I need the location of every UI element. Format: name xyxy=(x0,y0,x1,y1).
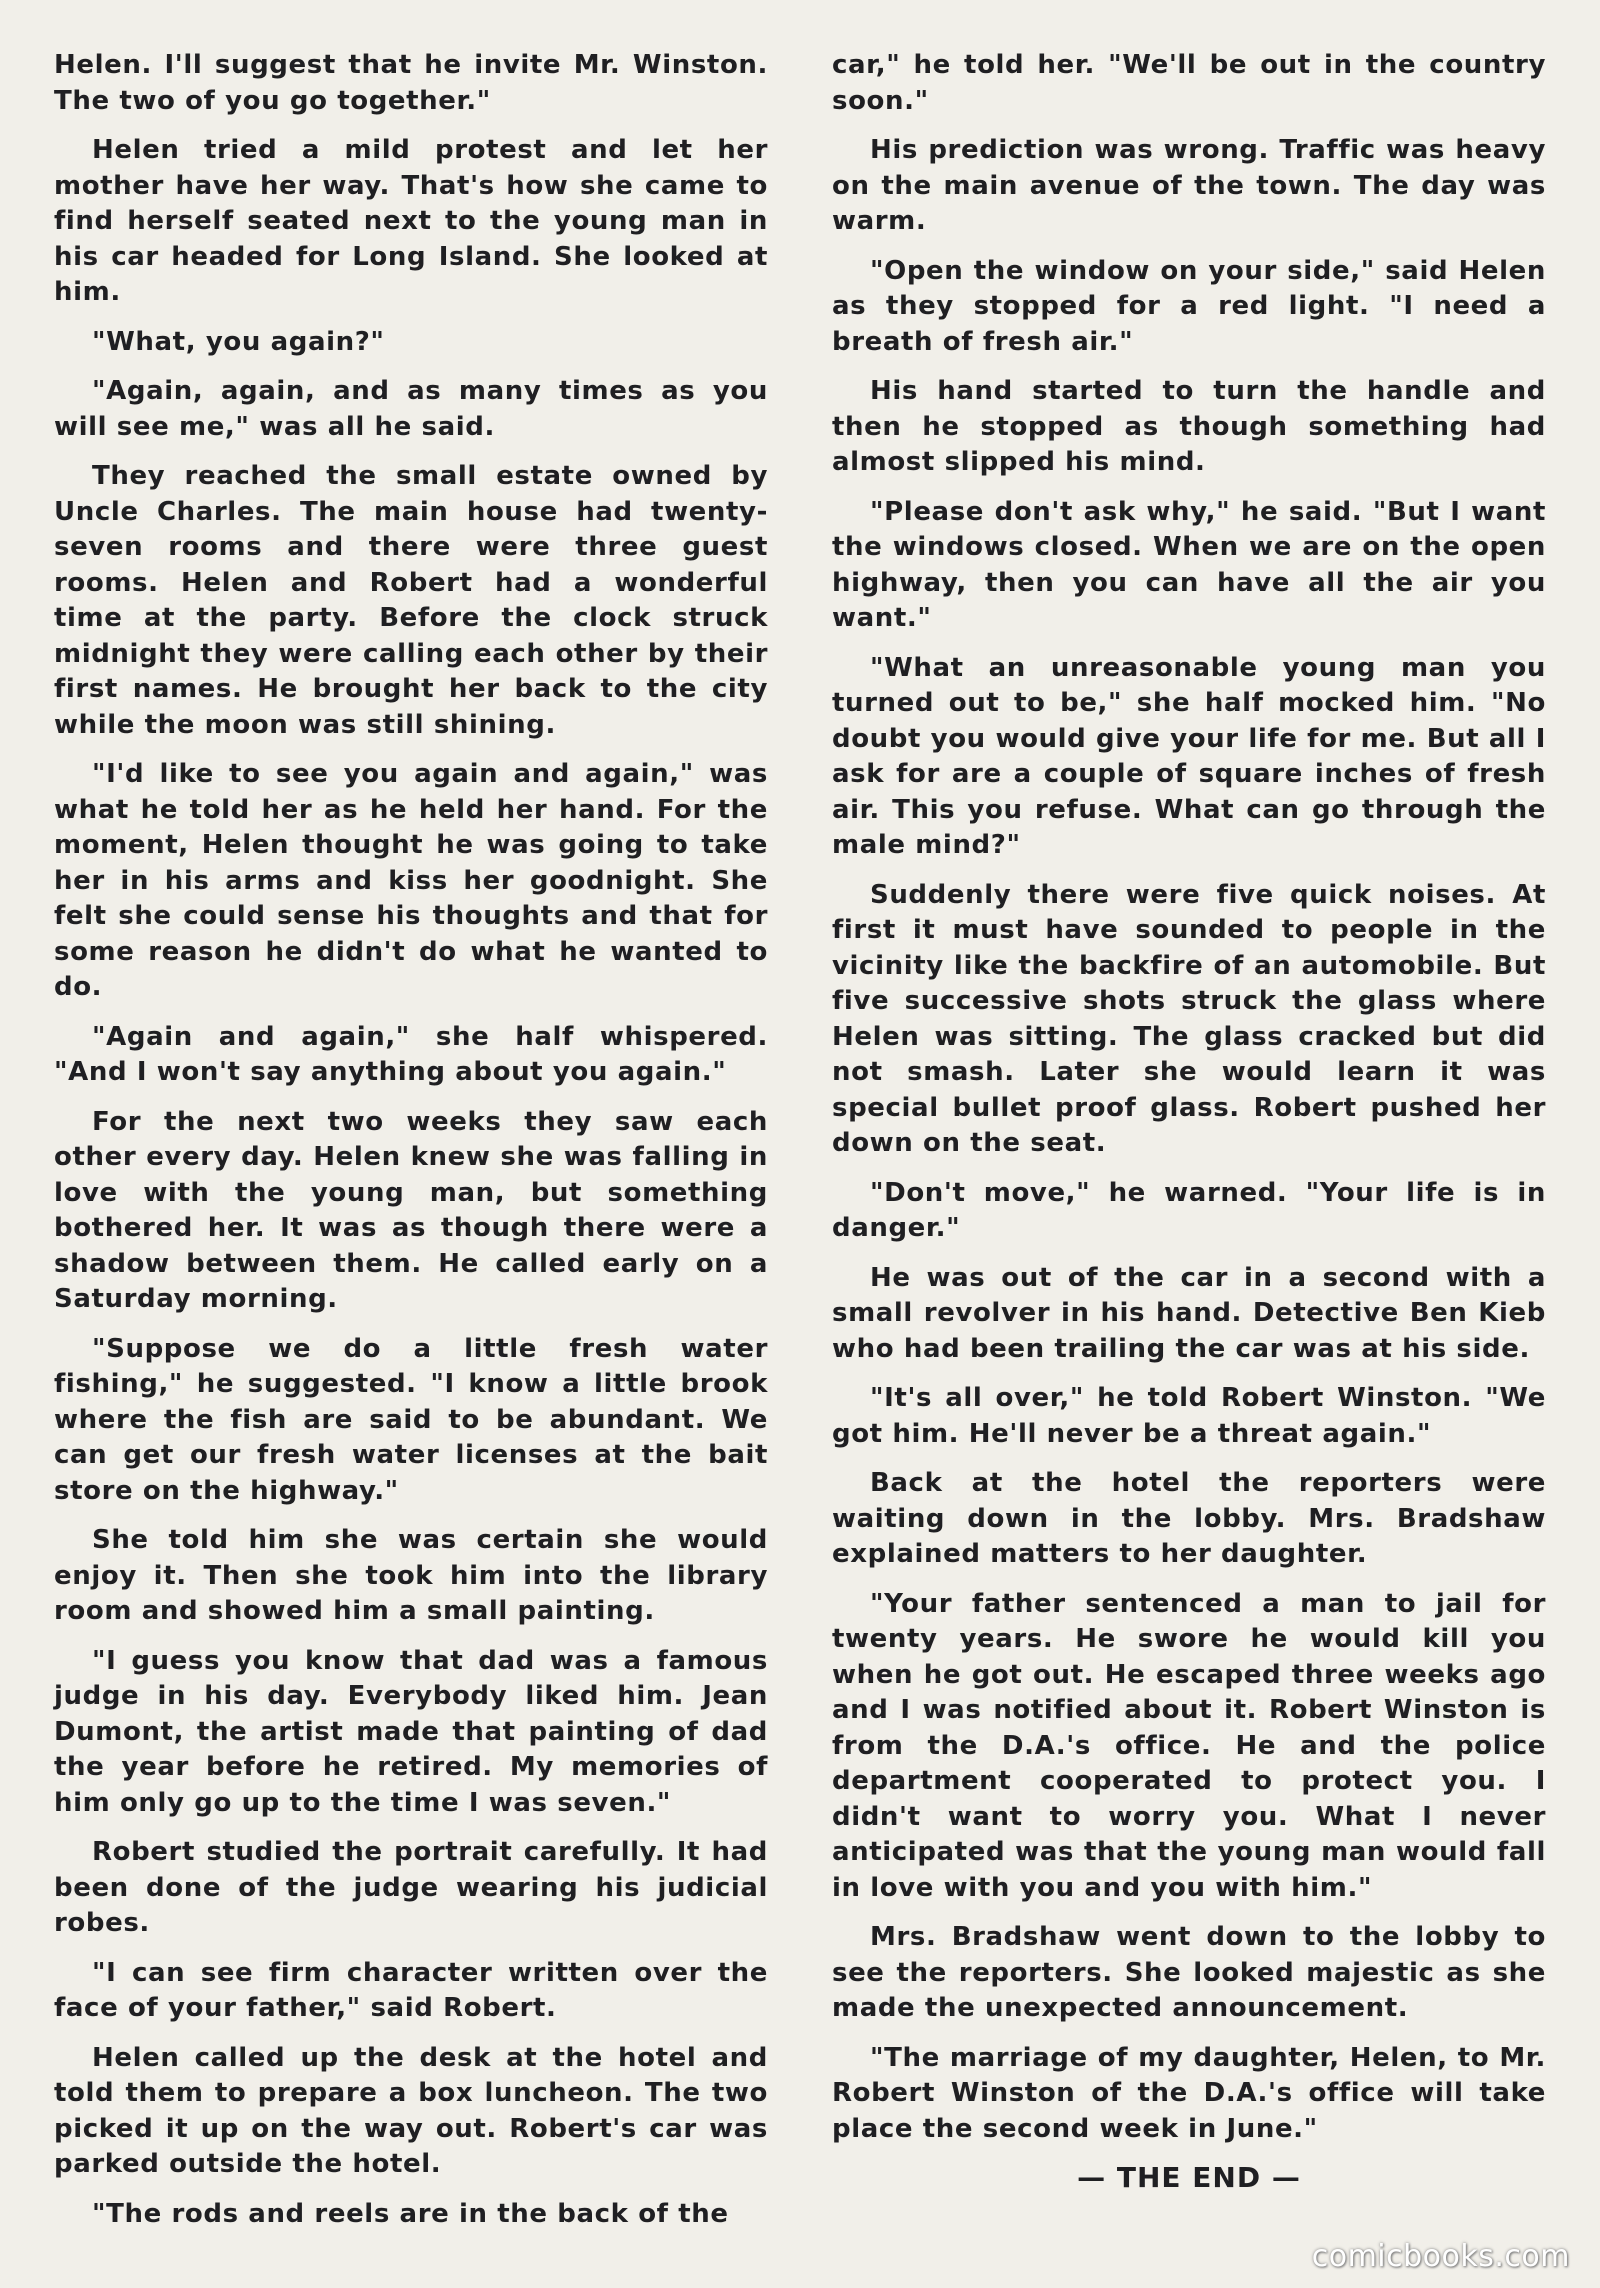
paragraph: "The marriage of my daughter, Helen, to Mr. Robert Winston of the D.A.'s office will take place the second week in June." xyxy=(832,2042,1546,2144)
paragraph: "Please don't ask why," he said. "But I want the windows closed. When we are on the open highway, then you can have all the air you want." xyxy=(832,496,1546,633)
paragraph: His hand started to turn the handle and then he stopped as though something had almost slipped his mind. xyxy=(832,376,1546,477)
paragraph: car," he told her. "We'll be out in the country soon." xyxy=(832,50,1546,116)
paragraph: Helen called up the desk at the hotel and told them to prepare a box luncheon. The two picked it up on the way out. Robert's car was parked outside the hotel. xyxy=(54,2042,768,2179)
paragraph: He was out of the car in a second with a small revolver in his hand. Detective Ben Kieb who had been trailing the car was at his side. xyxy=(832,1262,1546,1364)
paragraph: "What an unreasonable young man you turned out to be," she half mocked him. "No doubt you would give your life for me. But all I ask for are a couple of square inches of fresh air. This you refuse. What can go through the male mind?" xyxy=(832,652,1546,860)
watermark: comicbooks.com xyxy=(1311,2239,1570,2274)
paragraph: Mrs. Bradshaw went down to the lobby to see the reporters. She looked majestic as she made the unexpected announcement. xyxy=(832,1922,1546,2023)
paragraph: "I can see firm character written over the face of your father," said Robert. xyxy=(54,1957,768,2023)
paragraph: Helen tried a mild protest and let her mother have her way. That's how she came to find herself seated next to the young man in his car headed for Long Island. She looked at him. xyxy=(54,135,768,307)
paragraph: "It's all over," he told Robert Winston. "We got him. He'll never be a threat again." xyxy=(832,1383,1546,1449)
left-text-column xyxy=(54,48,768,2246)
the-end-marker: — THE END — xyxy=(1077,2161,1301,2194)
paragraph: Suddenly there were five quick noises. At first it must have sounded to people in the vicinity like the backfire of an automobile. But five successive shots struck the glass where Helen was sitting. The glass cracked but did not smash. Later she would learn it was special bullet proof glass. Robert pushed her down on the seat. xyxy=(832,879,1546,1158)
paragraph: "Don't move," he warned. "Your life is in danger." xyxy=(832,1177,1546,1243)
paragraph: Back at the hotel the reporters were waiting down in the lobby. Mrs. Bradshaw explained matters to her daughter. xyxy=(832,1468,1546,1569)
paragraph: His prediction was wrong. Traffic was heavy on the main avenue of the town. The day was warm. xyxy=(832,135,1546,236)
paragraph: They reached the small estate owned by Uncle Charles. The main house had twenty-seven rooms and there were three guest rooms. Helen and Robert had a wonderful time at the party. Before the clock struck midnight they were calling each other by their first names. He brought her back to the city while the moon was still shining. xyxy=(54,461,768,740)
paragraph: "Suppose we do a little fresh water fishing," he suggested. "I know a little brook where the fish are said to be abundant. We can get our fresh water licenses at the bait store on the highway." xyxy=(54,1333,768,1506)
paragraph: For the next two weeks they saw each other every day. Helen knew she was falling in love with the young man, but something bothered her. It was as though there were a shadow between them. He called early on a Saturday morning. xyxy=(54,1106,768,1314)
paragraph: "Again, again, and as many times as you will see me," was all he said. xyxy=(54,376,768,442)
paragraph: "Again and again," she half whispered. "And I won't say anything about you again." xyxy=(54,1021,768,1087)
paragraph: "The rods and reels are in the back of the xyxy=(92,2198,729,2229)
paragraph: Robert studied the portrait carefully. It had been done of the judge wearing his judicial robes. xyxy=(54,1837,768,1938)
paragraph: She told him she was certain she would enjoy it. Then she took him into the library room and showed him a small painting. xyxy=(54,1525,768,1626)
paragraph: Helen. I'll suggest that he invite Mr. Winston. The two of you go together." xyxy=(54,50,768,116)
paragraph: "What, you again?" xyxy=(92,326,385,357)
right-text-column xyxy=(832,48,1546,2194)
paragraph: "Your father sentenced a man to jail for twenty years. He swore he would kill you when he got out. He escaped three weeks ago and I was notified about it. Robert Winston is from the D.A.'s office. He and the police department cooperated to protect you. I didn't want to worry you. What I never anticipated was that the young man would fall in love with you and you with him." xyxy=(832,1588,1546,1903)
paragraph: "I guess you know that dad was a famous judge in his day. Everybody liked him. Jean Dumont, the artist made that painting of dad the year before he retired. My memories of him only go up to the time I was seven." xyxy=(54,1645,768,1818)
paragraph: "I'd like to see you again and again," was what he told her as he held her hand. For the moment, Helen thought he was going to take her in his arms and kiss her goodnight. She felt she could sense his thoughts and that for some reason he didn't do what he wanted to do. xyxy=(54,759,768,1002)
paragraph: "Open the window on your side," said Helen as they stopped for a red light. "I need a breath of fresh air." xyxy=(832,255,1546,357)
